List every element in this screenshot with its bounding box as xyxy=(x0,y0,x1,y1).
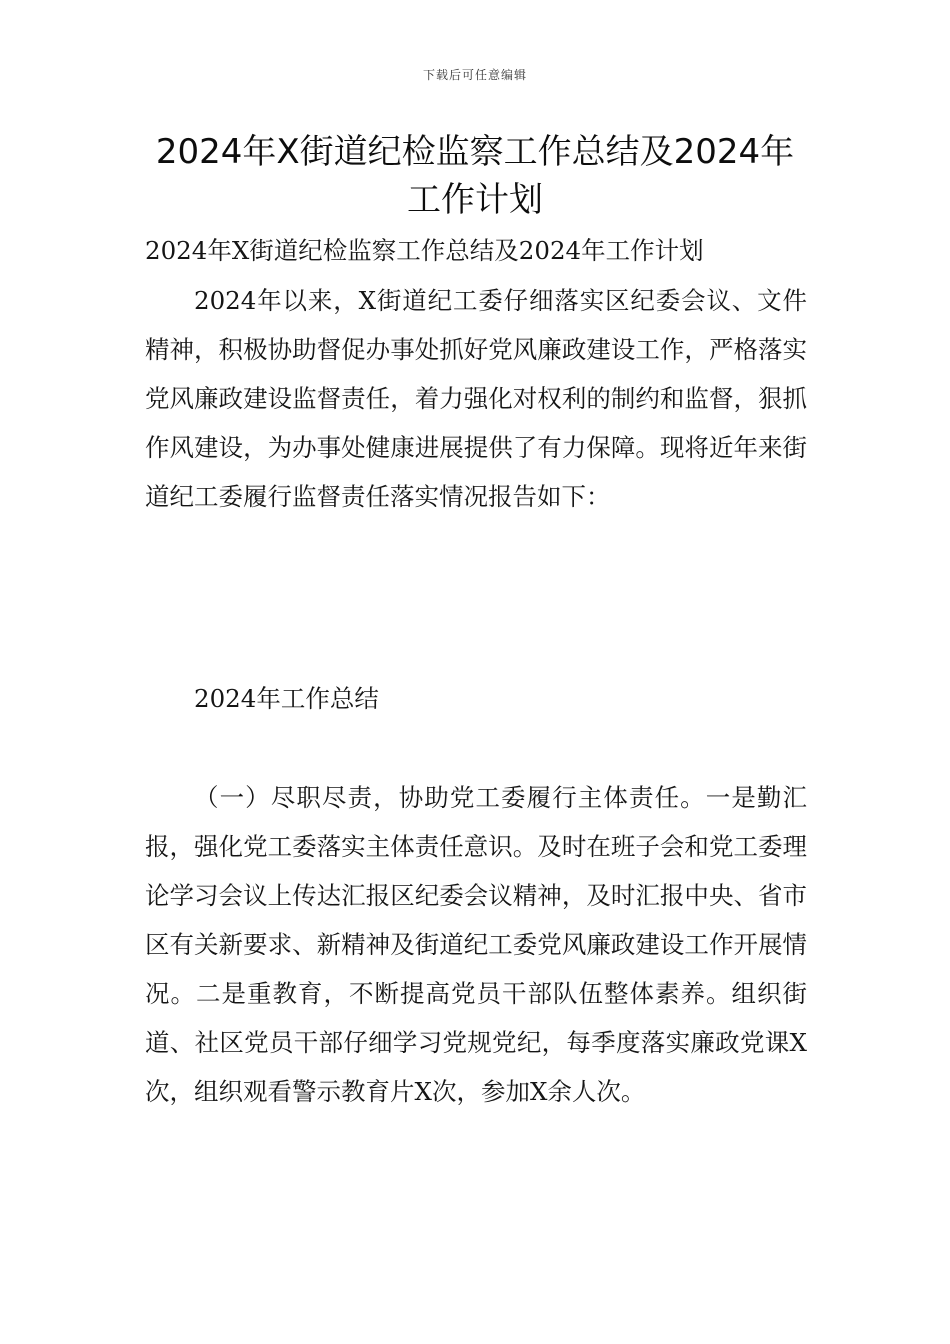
section-one-paragraph: （一）尽职尽责，协助党工委履行主体责任。一是勤汇报，强化党工委落实主体责任意识。及时在班子会和党工委理论学习会议上传达汇报区纪委会议精神，及时汇报中央、省市区有关新要求、新精神及街道纪工委党风廉政建设工作开展情况。二是重教育，不断提高党员干部队伍整体素养。组织街道、社区党员干部仔细学习党规党纪，每季度落实廉政党课X次，组织观看警示教育片X次，参加X余人次。 xyxy=(145,783,807,1106)
subtitle-line: 2024年X街道纪检监察工作总结及2024年工作计划 xyxy=(145,236,704,265)
header-note: 下载后可任意编辑 xyxy=(422,68,527,82)
intro-paragraph: 2024年以来，X街道纪工委仔细落实区纪委会议、文件精神，积极协助督促办事处抓好党风廉政建设工作，严格落实党风廉政建设监督责任，着力强化对权利的制约和监督，狠抓作风建设，为办事处健康进展提供了有力保障。现将近年来街道纪工委履行监督责任落实情况报告如下： xyxy=(145,286,807,511)
section-heading: 2024年工作总结 xyxy=(194,684,379,713)
document-title: 2024年X街道纪检监察工作总结及2024年工作计划 xyxy=(155,132,795,220)
